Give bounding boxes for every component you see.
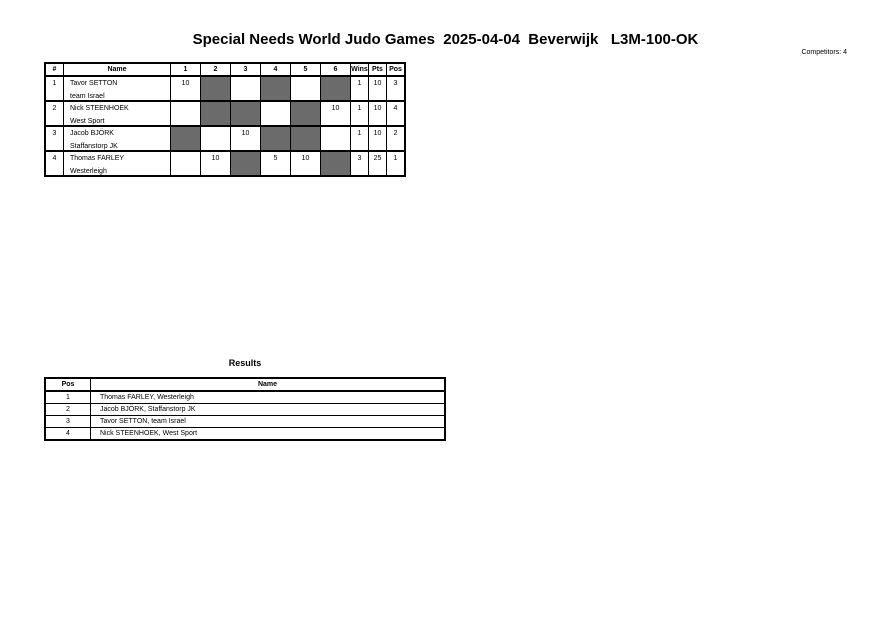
competitor-club: West Sport	[70, 118, 105, 125]
results-table-header	[45, 378, 445, 391]
results-title: Results	[228, 358, 262, 368]
col-header-1: 1	[171, 63, 201, 76]
pool-table-header	[45, 63, 405, 76]
wins-cell: 1	[351, 126, 369, 151]
blocked-cell	[231, 101, 261, 126]
blocked-cell	[321, 151, 351, 176]
results-row	[45, 404, 445, 416]
competitor-name: Jacob BJÖRK	[70, 130, 114, 137]
position-cell: 1	[387, 151, 406, 176]
score-cell: 10	[171, 76, 201, 101]
score-cell: 10	[201, 151, 231, 176]
pool-row	[45, 126, 405, 151]
competitor-club: Westerleigh	[70, 168, 107, 175]
pool-row	[45, 101, 405, 126]
score-cell	[171, 151, 201, 176]
blocked-cell	[261, 126, 291, 151]
blocked-cell	[291, 126, 321, 151]
blocked-cell	[261, 76, 291, 101]
col-header-pts: Pts	[369, 63, 387, 76]
score-cell: 10	[321, 101, 351, 126]
wins-cell: 1	[351, 76, 369, 101]
results-name: Jacob BJÖRK, Staffanstorp JK	[91, 404, 446, 416]
competitor-cell	[64, 151, 171, 176]
results-table-body	[45, 391, 445, 440]
score-cell: 5	[261, 151, 291, 176]
col-header-num: #	[45, 63, 64, 76]
competitor-name: Nick STEENHOEK	[70, 105, 129, 112]
score-cell	[201, 126, 231, 151]
blocked-cell	[291, 101, 321, 126]
results-row	[45, 391, 445, 404]
competitor-number: 2	[45, 101, 64, 126]
col-header-pos: Pos	[387, 63, 406, 76]
pool-table	[44, 62, 406, 177]
page-title: Special Needs World Judo Games 2025-04-04 Beverwijk L3M-100-OK	[192, 31, 699, 48]
score-cell	[171, 101, 201, 126]
blocked-cell	[171, 126, 201, 151]
competitor-number: 1	[45, 76, 64, 101]
pool-table-body	[45, 76, 405, 176]
competitor-number: 3	[45, 126, 64, 151]
results-pos: 2	[45, 404, 91, 416]
results-name: Nick STEENHOEK, West Sport	[91, 428, 446, 441]
col-header-wins: Wins	[351, 63, 369, 76]
col-header-6: 6	[321, 63, 351, 76]
results-row	[45, 416, 445, 428]
col-header-3: 3	[231, 63, 261, 76]
position-cell: 4	[387, 101, 406, 126]
pool-row	[45, 76, 405, 101]
wins-cell: 3	[351, 151, 369, 176]
results-pos: 4	[45, 428, 91, 441]
score-cell	[321, 126, 351, 151]
points-cell: 10	[369, 101, 387, 126]
results-name: Thomas FARLEY, Westerleigh	[91, 391, 446, 404]
score-cell	[231, 76, 261, 101]
competitor-club: team Israel	[70, 93, 105, 100]
blocked-cell	[201, 101, 231, 126]
col-header-name: Name	[64, 63, 171, 76]
score-cell	[291, 76, 321, 101]
results-pos: 3	[45, 416, 91, 428]
competitors-count: Competitors: 4	[801, 49, 847, 56]
results-col-name: Name	[91, 378, 446, 391]
score-cell	[261, 101, 291, 126]
competitor-club: Staffanstorp JK	[70, 143, 118, 150]
competitor-cell	[64, 76, 171, 101]
competitor-number: 4	[45, 151, 64, 176]
col-header-2: 2	[201, 63, 231, 76]
results-table	[44, 377, 446, 441]
competitor-name: Thomas FARLEY	[70, 155, 125, 162]
results-row	[45, 428, 445, 441]
blocked-cell	[321, 76, 351, 101]
points-cell: 25	[369, 151, 387, 176]
blocked-cell	[231, 151, 261, 176]
pool-row	[45, 151, 405, 176]
results-name: Tavor SETTON, team Israel	[91, 416, 446, 428]
competitor-cell	[64, 101, 171, 126]
position-cell: 3	[387, 76, 406, 101]
results-pos: 1	[45, 391, 91, 404]
col-header-4: 4	[261, 63, 291, 76]
competitor-cell	[64, 126, 171, 151]
col-header-5: 5	[291, 63, 321, 76]
competitor-name: Tavor SETTON	[70, 80, 118, 87]
wins-cell: 1	[351, 101, 369, 126]
blocked-cell	[201, 76, 231, 101]
position-cell: 2	[387, 126, 406, 151]
points-cell: 10	[369, 76, 387, 101]
score-cell: 10	[231, 126, 261, 151]
points-cell: 10	[369, 126, 387, 151]
score-cell: 10	[291, 151, 321, 176]
results-col-pos: Pos	[45, 378, 91, 391]
